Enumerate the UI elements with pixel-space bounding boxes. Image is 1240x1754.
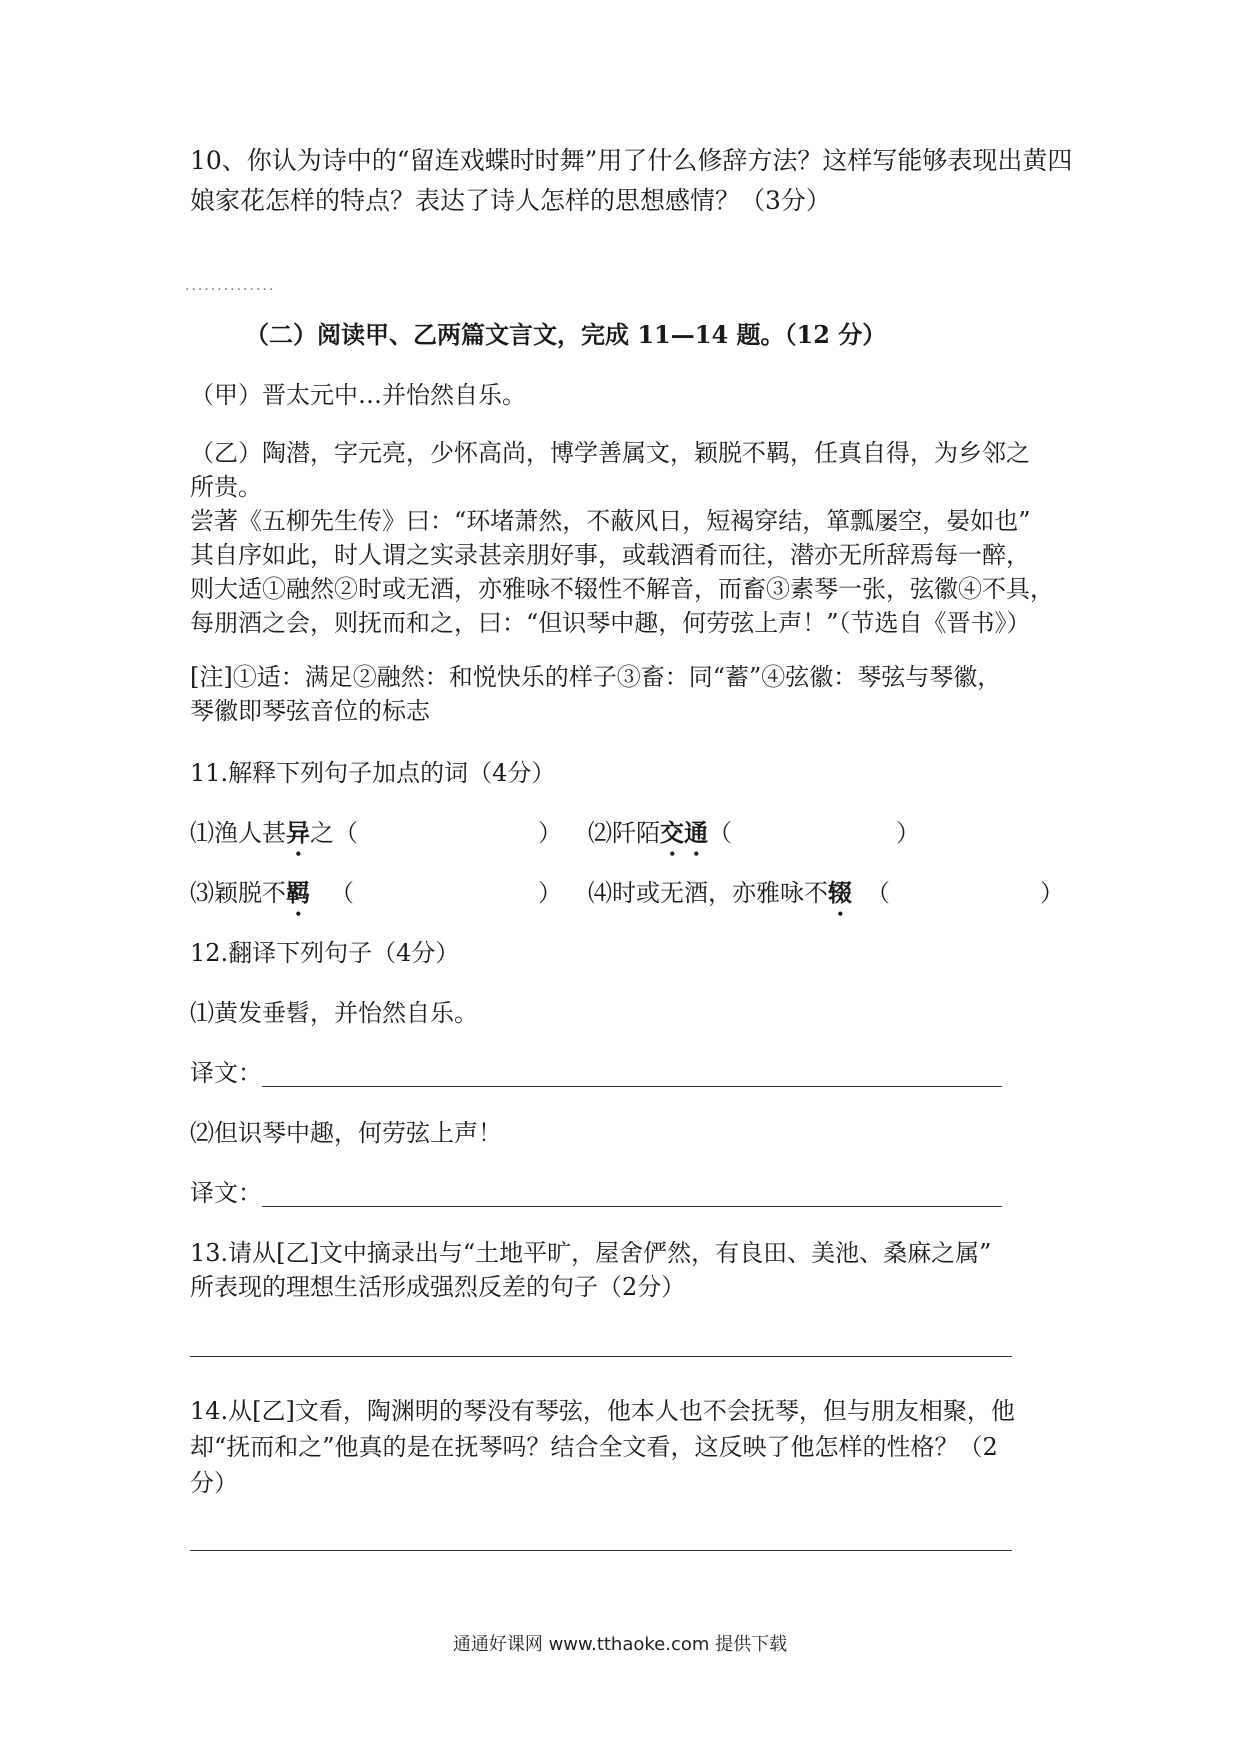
q14-answer-line[interactable]	[190, 1550, 1012, 1551]
q11-item-4-dotted-word: 辍	[828, 878, 852, 907]
q14-line3: 分）	[190, 1469, 238, 1497]
passage-yi-line1: （乙）陶潜，字元亮，少怀高尚，博学善属文，颖脱不羁，任真自得，为乡邻之	[190, 439, 1030, 467]
q11-item-1-dotted-word: 异	[286, 818, 310, 847]
passage-yi-line6: 每朋酒之会，则抚而和之，曰：“但识琴中趣，何劳弦上声！”（节选自《晋书》）	[190, 609, 1031, 637]
q11-item-3-close: ）	[538, 879, 562, 907]
q11-item-4-pre: ⑷时或无酒，亦雅咏不	[588, 879, 828, 907]
footer-source: 通通好课网 www.tthaoke.com 提供下载	[452, 1634, 788, 1655]
q11-item-2-post: （	[708, 819, 732, 847]
q12-answer-line-1[interactable]	[262, 1086, 1002, 1087]
q12-answer-label-2: 译文：	[190, 1179, 262, 1207]
q10-line1: 10、你认为诗中的“留连戏蝶时时舞”用了什么修辞方法？这样写能够表现出黄四	[190, 146, 1073, 175]
note-line1: [注]①适：满足②融然：和悦快乐的样子③畜：同“蓄”④弦徽：琴弦与琴徽，	[190, 663, 1002, 691]
q13-answer-line[interactable]	[190, 1356, 1012, 1357]
q11-title: 11.解释下列句子加点的词（4分）	[190, 759, 556, 787]
q11-item-1-pre: ⑴渔人甚	[190, 819, 286, 847]
dotted-separator: ··············	[185, 282, 276, 298]
q11-item-2-pre: ⑵阡陌	[588, 819, 660, 847]
q11-item-1	[190, 816, 358, 861]
q11-item-2-close: ）	[896, 819, 920, 847]
passage-yi-line2: 所贵。	[190, 473, 262, 501]
q14-line1: 14.从[乙]文看，陶渊明的琴没有琴弦，他本人也不会抚琴，但与朋友相聚，他	[190, 1397, 1015, 1425]
q11-item-4	[588, 876, 890, 921]
note-line2: 琴徽即琴弦音位的标志	[190, 697, 430, 725]
q11-item-2	[588, 816, 732, 861]
q11-item-4-close: ）	[1040, 879, 1064, 907]
q12-answer-label-1: 译文：	[190, 1059, 262, 1087]
q12-answer-line-2[interactable]	[262, 1206, 1002, 1207]
q11-item-4-post: （	[866, 879, 890, 907]
q14-line2: 却“抚而和之”他真的是在抚琴吗？结合全文看，这反映了他怎样的性格？（2	[190, 1433, 998, 1461]
q11-item-3	[190, 876, 354, 921]
q13-line2: 所表现的理想生活形成强烈反差的句子（2分）	[190, 1273, 686, 1301]
q11-item-3-pre: ⑶颖脱不	[190, 879, 286, 907]
passage-yi-line5: 则大适①融然②时或无酒，亦雅咏不辍性不解音，而畜③素琴一张，弦徽④不具，	[190, 575, 1054, 603]
q12-sentence-1: ⑴黄发垂髫，并怡然自乐。	[190, 999, 478, 1027]
q11-item-1-post: 之（	[310, 819, 358, 847]
q11-item-2-dotted-word: 交通	[660, 818, 708, 847]
section2-heading: （二）阅读甲、乙两篇文言文，完成 11—14 题。（12 分）	[245, 320, 887, 349]
passage-yi-line3: 尝著《五柳先生传》曰：“环堵萧然，不蔽风日，短褐穿结，箪瓢屡空，晏如也”	[190, 507, 1031, 535]
q12-sentence-2: ⑵但识琴中趣，何劳弦上声！	[190, 1119, 502, 1147]
q13-line1: 13.请从[乙]文中摘录出与“土地平旷，屋舍俨然，有良田、美池、桑麻之属”	[190, 1239, 992, 1267]
q11-item-3-post: （	[330, 879, 354, 907]
q10-line2: 娘家花怎样的特点？表达了诗人怎样的思想感情？（3分）	[190, 186, 831, 215]
q11-item-1-close: ）	[538, 819, 562, 847]
passage-jia: （甲）晋太元中…并怡然自乐。	[190, 381, 526, 409]
q11-item-3-dotted-word: 羁	[286, 878, 310, 907]
passage-yi-line4: 其自序如此，时人谓之实录甚亲朋好事，或载酒肴而往，潜亦无所辞焉每一醉，	[190, 541, 1030, 569]
q12-title: 12.翻译下列句子（4分）	[190, 939, 460, 967]
